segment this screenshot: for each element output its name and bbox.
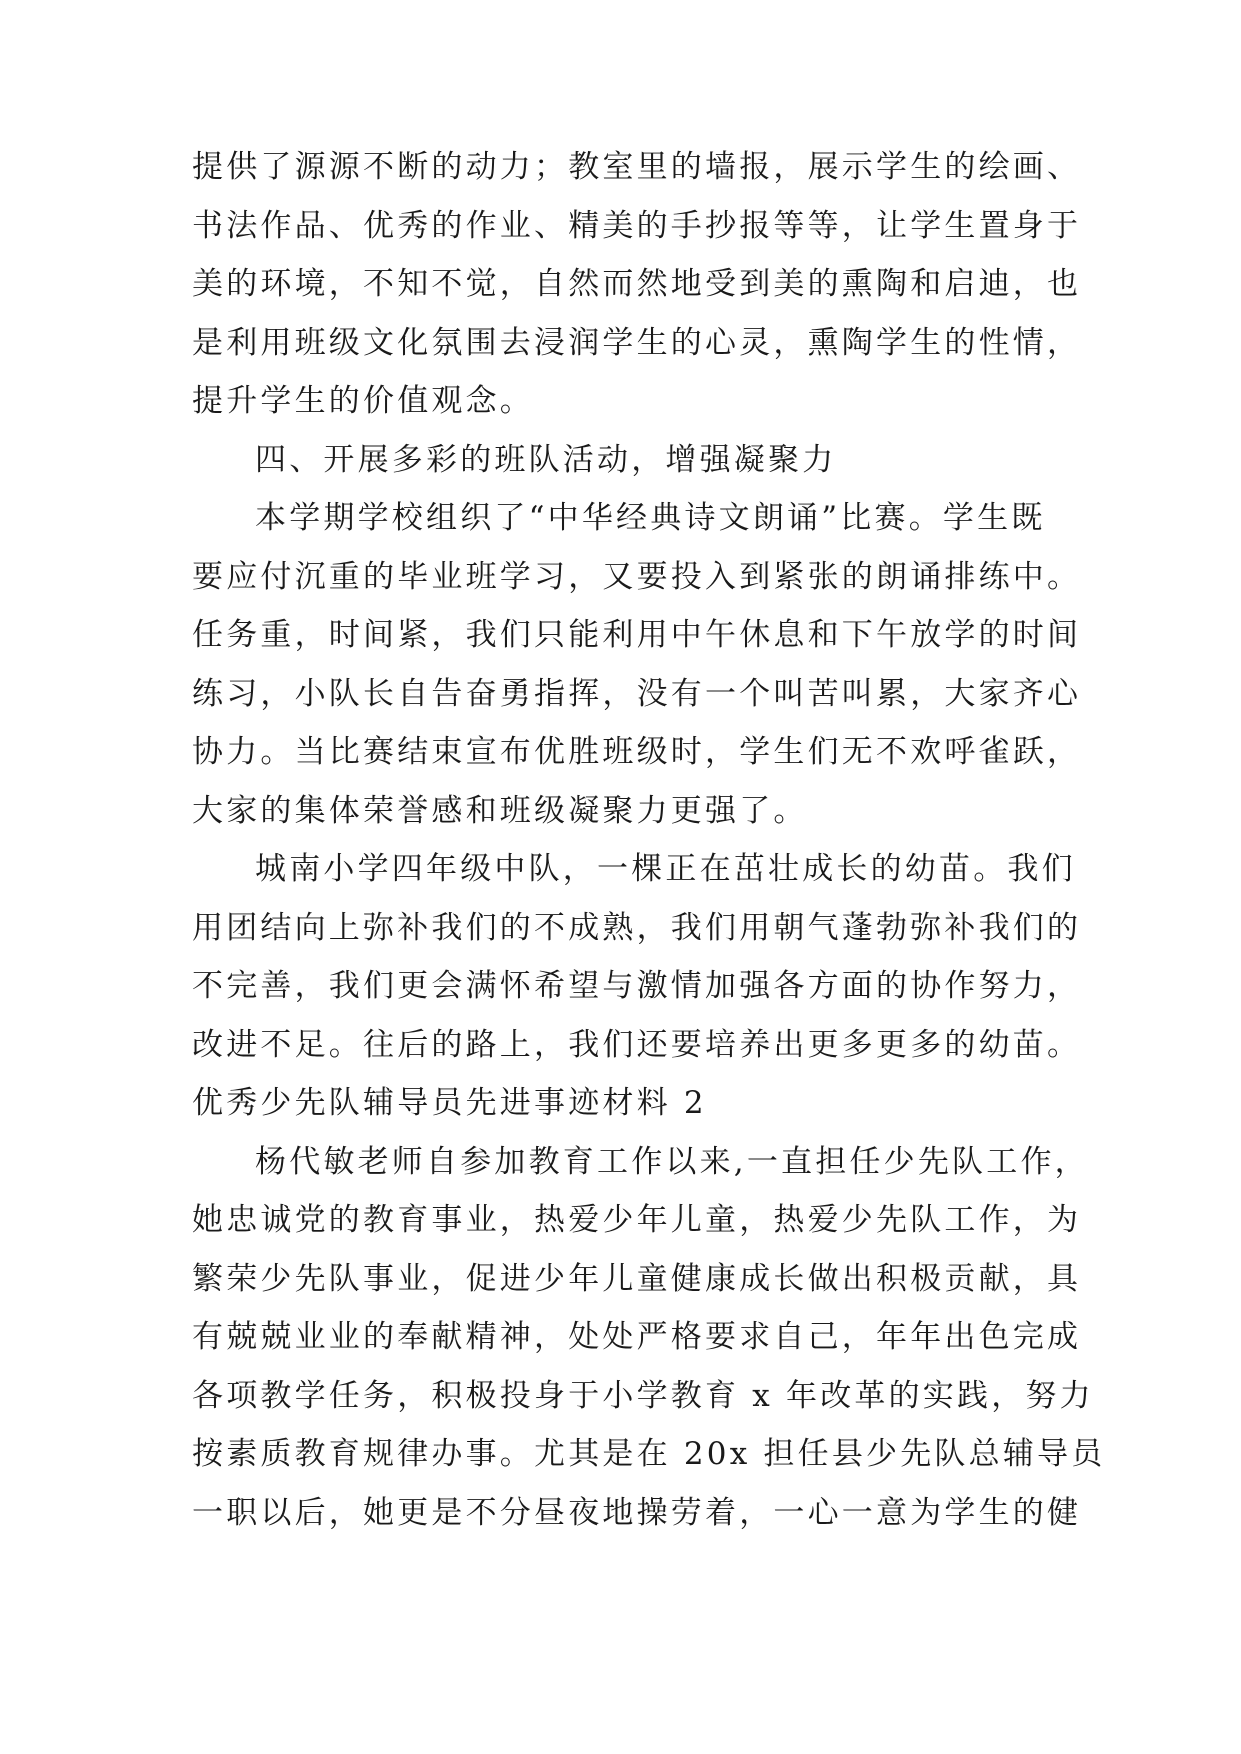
text-line: 书法作品、优秀的作业、精美的手抄报等等，让学生置身于 [192,207,1082,244]
text-line: 城南小学四年级中队，一棵正在茁壮成长的幼苗。我们 [255,851,1076,887]
text-line: 用团结向上弥补我们的不成熟，我们用朝气蓬勃弥补我们的 [192,909,1082,946]
text-line: 大家的集体荣誉感和班级凝聚力更强了。 [192,792,808,829]
text-line: 繁荣少先队事业，促进少年儿童健康成长做出积极贡献，具 [192,1260,1082,1297]
text-line: 不完善，我们更会满怀希望与激情加强各方面的协作努力， [192,968,1082,1004]
text-line: 提升学生的价值观念。 [192,383,534,419]
text-line: 她忠诚党的教育事业，热爱少年儿童，热爱少先队工作，为 [192,1202,1082,1238]
document-subtitle: 优秀少先队辅导员先进事迹材料 2 [192,1085,707,1121]
text-line: 杨代敏老师自参加教育工作以来,一直担任少先队工作， [255,1143,1089,1180]
text-line: 任务重，时间紧，我们只能利用中午休息和下午放学的时间 [192,617,1082,653]
document-body [192,138,1106,1542]
text-line: 练习，小队长自告奋勇指挥，没有一个叫苦叫累，大家齐心 [192,675,1082,712]
text-line: 提供了源源不断的动力；教室里的墙报，展示学生的绘画、 [192,149,1082,185]
text-line: 协力。当比赛结束宣布优胜班级时，学生们无不欢呼雀跃， [192,734,1082,770]
text-line: 是利用班级文化氛围去浸润学生的心灵，熏陶学生的性情， [192,324,1082,361]
text-line: 各项教学任务，积极投身于小学教育 x 年改革的实践，努力 [192,1377,1094,1414]
text-line: 按素质教育规律办事。尤其是在 20x 担任县少先队总辅导员 [192,1436,1106,1472]
text-line: 美的环境，不知不觉，自然而然地受到美的熏陶和启迪，也 [192,266,1082,302]
text-line: 改进不足。往后的路上，我们还要培养出更多更多的幼苗。 [192,1026,1082,1063]
text-line: 一职以后，她更是不分昼夜地操劳着，一心一意为学生的健 [192,1494,1082,1531]
text-line: 要应付沉重的毕业班学习，又要投入到紧张的朗诵排练中。 [192,558,1082,595]
text-line: 有兢兢业业的奉献精神，处处严格要求自己，年年出色完成 [192,1319,1082,1355]
section-heading: 四、开展多彩的班队活动，增强凝聚力 [255,441,837,478]
text-line: 本学期学校组织了“中华经典诗文朗诵”比赛。学生既 [255,500,1046,536]
